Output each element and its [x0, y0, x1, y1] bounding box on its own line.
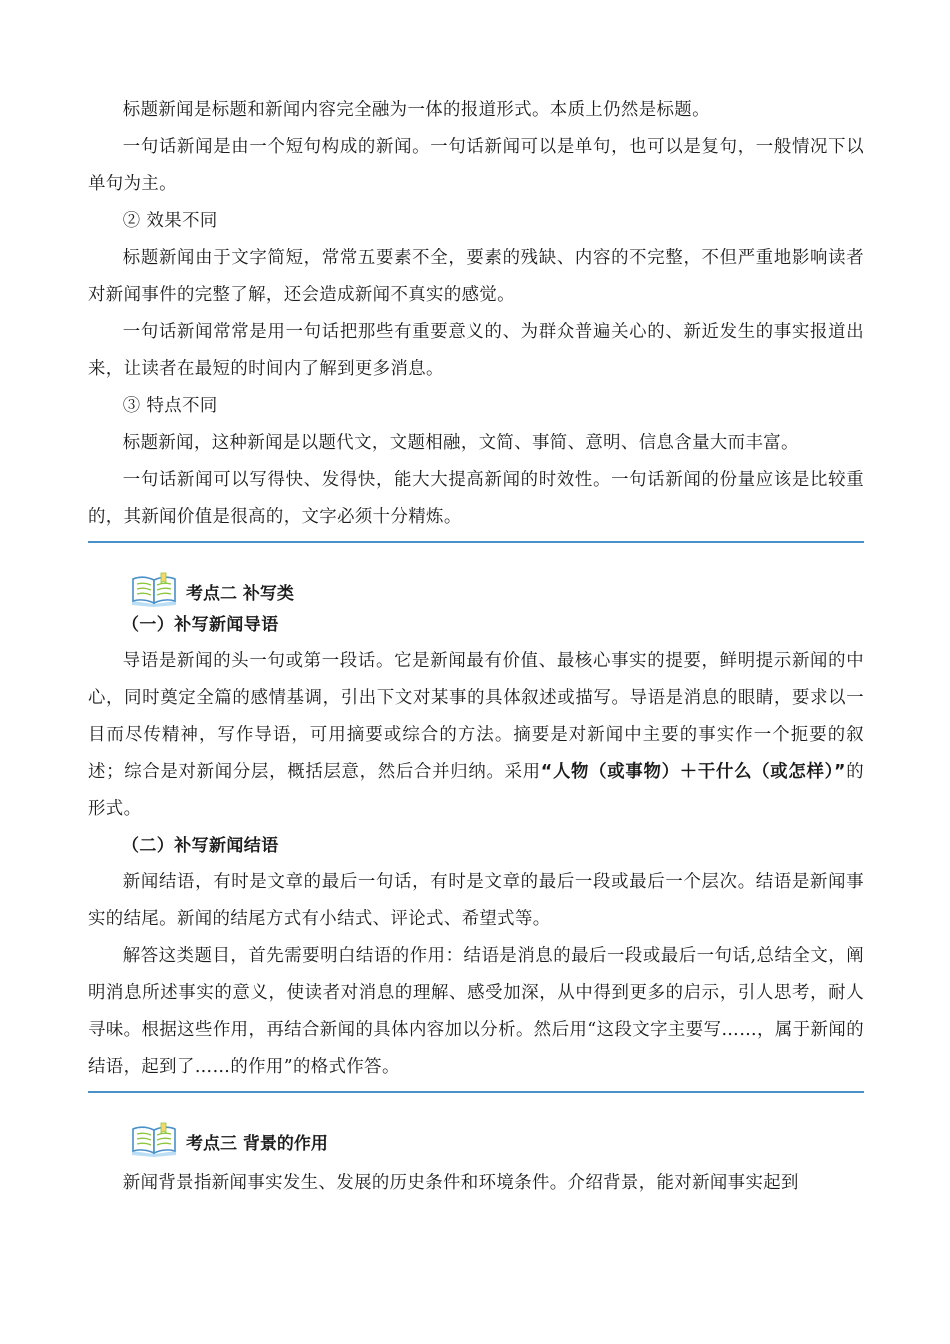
paragraph-headline-news-effect: 标题新闻由于文字简短，常常五要素不全，要素的残缺、内容的不完整，不但严重地影响读者对新闻事件的完整了解，还会造成新闻不真实的感觉。 [88, 248, 864, 305]
section-heading-3 [128, 1119, 864, 1157]
paragraph-one-sentence-news-effect: 一句话新闻常常是用一句话把那些有重要意义的、为群众普遍关心的、新近发生的事实报道出来，让读者在最短的时间内了解到更多消息。 [88, 322, 864, 379]
paragraph-background-definition: 新闻背景指新闻事实发生、发展的历史条件和环境条件。介绍背景，能对新闻事实起到 [122, 1173, 799, 1193]
paragraph-one-sentence-news-feature: 一句话新闻可以写得快、发得快，能大大提高新闻的时效性。一句话新闻的份量应该是比较重的，其新闻价值是很高的，文字必须十分精炼。 [88, 470, 864, 527]
section-divider [88, 541, 864, 543]
subheading-lead: （一）补写新闻导语 [122, 615, 279, 635]
subheading-ending: （二）补写新闻结语 [122, 836, 279, 856]
section-title: 考点三 背景的作用 [186, 1134, 328, 1154]
paragraph-lead-explanation [88, 643, 864, 828]
subheading-effect: ② 效果不同 [122, 211, 218, 231]
section-title: 考点二 补写类 [186, 584, 294, 604]
paragraph-ending-method: 解答这类题目，首先需要明白结语的作用：结语是消息的最后一段或最后一句话,总结全文，阐明消息所述事实的意义，使读者对消息的理解、感受加深，从中得到更多的启示，引人思考，耐人寻味。根据这些作用，再结合新闻的具体内容加以分析。然后用“这段文字主要写……，属于新闻的结语，起到了……的作用”的格式作答。 [88, 946, 864, 1077]
lead-format-bold: “人物（或事物）＋干什么（或怎样）” [540, 762, 846, 782]
paragraph-headline-news-feature: 标题新闻，这种新闻是以题代文，文题相融，文简、事简、意明、信息含量大而丰富。 [122, 433, 799, 453]
document-page [88, 92, 864, 1202]
subheading-feature: ③ 特点不同 [122, 396, 218, 416]
paragraph-ending-definition: 新闻结语，有时是文章的最后一句话，有时是文章的最后一段或最后一个层次。结语是新闻事实的结尾。新闻的结尾方式有小结式、评论式、希望式等。 [88, 872, 864, 929]
paragraph-headline-news-definition: 标题新闻是标题和新闻内容完全融为一体的报道形式。本质上仍然是标题。 [122, 100, 710, 120]
lead-text-end: 的形式。 [88, 762, 864, 819]
lead-text: 导语是新闻的头一句或第一段话。它是新闻最有价值、最核心事实的提要，鲜明提示新闻的中心，同时奠定全篇的感情基调，引出下文对某事的具体叙述或描写。导语是消息的眼睛，要求以一目而尽传精神，写作导语，可用摘要或综合的方法。摘要是对新闻中主要的事实作一个扼要的叙述；综合是对新闻分层，概括层意，然后合并归纳。采用 [88, 651, 864, 782]
open-book-icon [128, 1121, 180, 1157]
paragraph-one-sentence-news-definition: 一句话新闻是由一个短句构成的新闻。一句话新闻可以是单句，也可以是复句，一般情况下以单句为主。 [88, 137, 864, 194]
section-heading-2 [128, 569, 864, 607]
section-divider [88, 1091, 864, 1093]
open-book-icon [128, 571, 180, 607]
